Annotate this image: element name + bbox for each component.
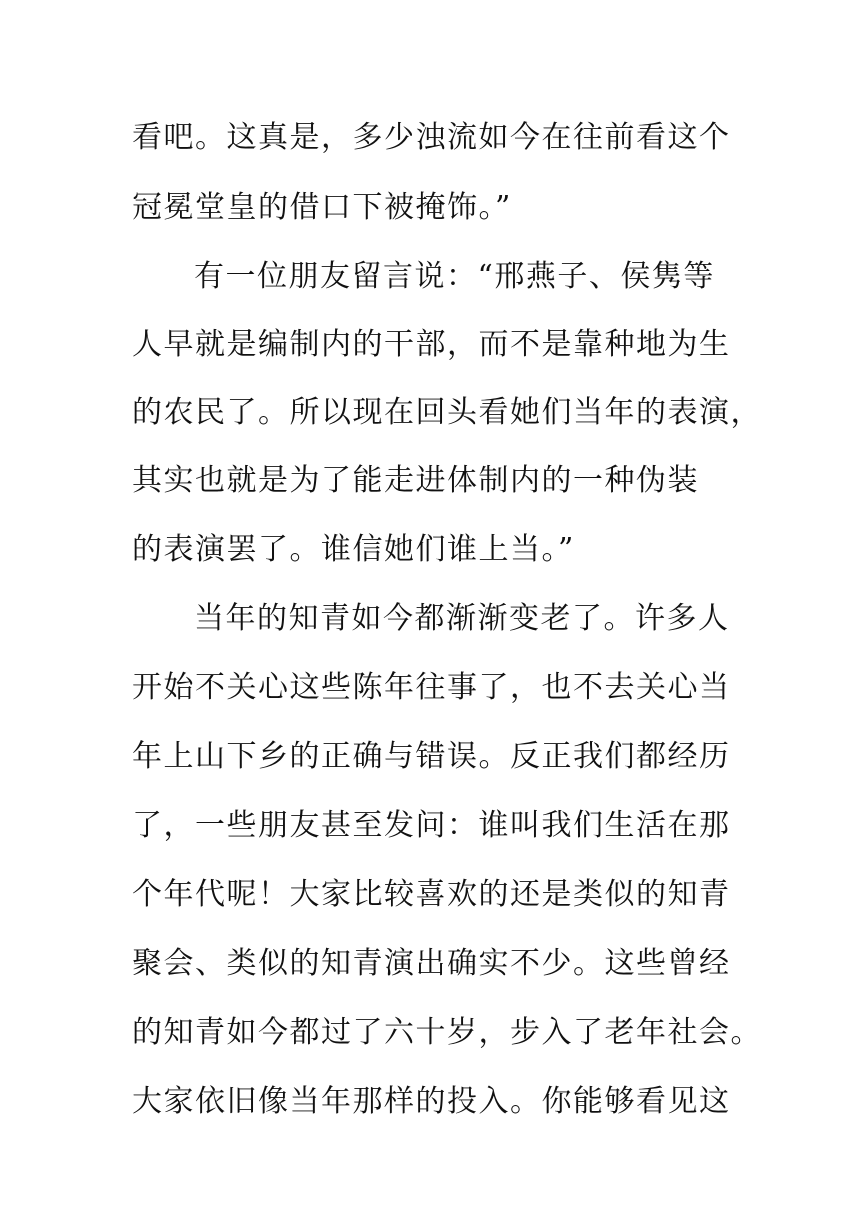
text-line: 冠冕堂皇的借口下被掩饰。” [132,190,512,225]
text-line: 个年代呢！大家比较喜欢的还是类似的知青 [132,877,731,912]
text-line: 大家依旧像当年那样的投入。你能够看见这 [132,1084,731,1119]
text-line: 的知青如今都过了六十岁，步入了老年社会。 [132,1015,762,1050]
text-line: 了，一些朋友甚至发问：谁叫我们生活在那 [132,808,731,843]
text-line: 开始不关心这些陈年往事了，也不去关心当 [132,670,731,705]
text-line: 看吧。这真是，多少浊流如今在往前看这个 [132,120,731,155]
text-line: 的表演罢了。谁信她们谁上当。” [132,532,575,567]
text-line: 的农民了。所以现在回头看她们当年的表演， [132,395,762,430]
text-line: 聚会、类似的知青演出确实不少。这些曾经 [132,946,731,981]
text-line: 人早就是编制内的干部，而不是靠种地为生 [132,327,731,362]
text-line: 年上山下乡的正确与错误。反正我们都经历 [132,739,731,774]
text-line: 其实也就是为了能走进体制内的一种伪装 [132,463,699,498]
paragraph-start-line: 当年的知青如今都渐渐变老了。许多人 [194,601,730,636]
paragraph-start-line: 有一位朋友留言说：“邢燕子、侯隽等 [194,259,715,294]
